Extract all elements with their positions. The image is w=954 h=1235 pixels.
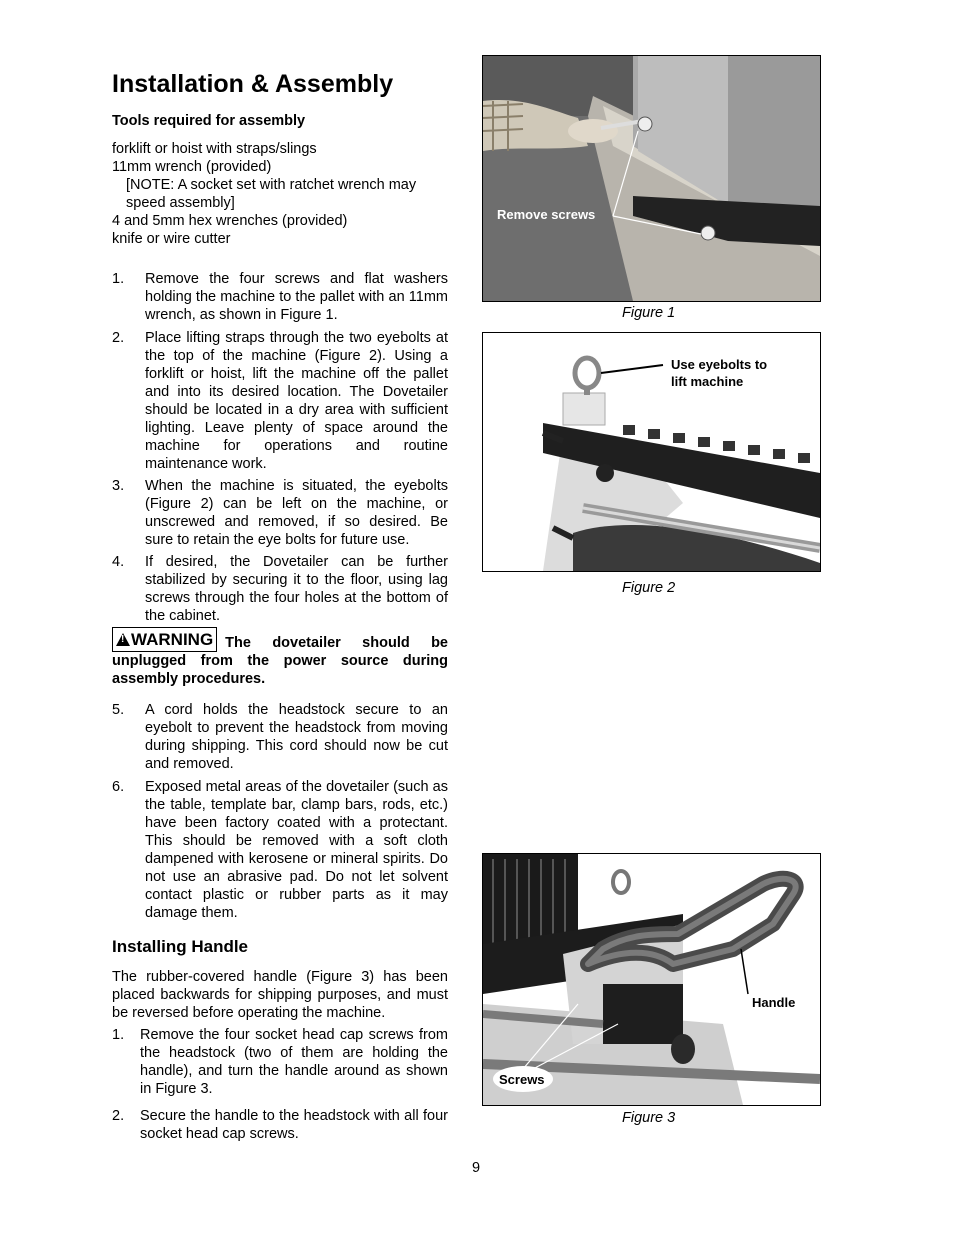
step-text: Exposed metal areas of the dovetailer (such as the table, template bar, clamp bars, rods, etc.) have been factory coated with a protectant. This should be removed with a soft cloth dampened with kerosene or mineral spirits. Do not use an abrasive pad. Do not let solvent contact plastic or rubber parts as it may damage them. [145,779,448,921]
step-number: 5. [112,702,125,718]
tool-line: 4 and 5mm hex wrenches (provided) [112,213,348,229]
figure-2-caption: Figure 2 [622,580,676,596]
step-text: Remove the four screws and flat washers holding the machine to the pallet with an 11mm wrench, as shown in Figure 1. [145,271,448,323]
page-number: 9 [472,1160,481,1176]
list-item [112,1026,448,1098]
warning-text: The dovetailer should be unplugged from the power source during assembly procedures. [112,635,448,687]
figure-2-photo [482,332,821,572]
figure-1-caption: Figure 1 [622,305,676,321]
step-number: 1. [112,1027,125,1043]
warning-note [112,627,448,688]
tool-line: knife or wire cutter [112,231,231,247]
list-item [112,778,448,922]
step-text: When the machine is situated, the eyebolts (Figure 2) can be left on the machine, or unscrewed and removed, if so desired. Be sure to retain the eye bolts for future use. [145,478,448,548]
figure-1-label: Remove screws [497,207,596,222]
step-text: Place lifting straps through the two eyebolts at the top of the machine (Figure 2). Using a forklift or hoist, lift the machine off the pallet and into its desired location. The Dovetailer should be located in a dry area with sufficient lighting. Leave plenty of space around the machine for operations and routine maintenance work. [145,330,448,472]
list-item [112,270,448,324]
figure-1-photo [482,55,821,302]
figure-2-label-line: lift machine [671,374,744,389]
tool-line: forklift or hoist with straps/slings [112,141,317,157]
list-item [112,553,448,625]
list-item [112,701,448,773]
figure-3-photo [482,853,821,1106]
figure-3-handle-label: Handle [752,995,796,1010]
figure-3-caption: Figure 3 [622,1110,676,1126]
figure-2-illustration [483,333,820,571]
figure-3-illustration [483,854,820,1105]
step-number: 1. [112,271,125,287]
list-item [112,1107,448,1143]
tool-note: [NOTE: A socket set with ratchet wrench may speed assembly] [126,177,417,211]
step-number: 2. [112,330,125,346]
step-text: A cord holds the headstock secure to an eyebolt to prevent the headstock from moving during shipping. This cord should now be cut and removed. [145,702,448,772]
figure-2-label [671,356,767,390]
step-number: 4. [112,554,125,570]
tools-list [112,140,448,248]
step-number: 2. [112,1108,125,1124]
section-intro: The rubber-covered handle (Figure 3) has been placed backwards for shipping purposes, and must be reversed before operating the machine. [112,969,448,1021]
tools-subheading: Tools required for assembly [112,113,306,129]
section-heading: Installing Handle [112,937,249,956]
step-text: Remove the four socket head cap screws from the headstock (two of them are holding the handle), and turn the handle around as shown in Figure 3. [140,1027,448,1097]
tool-line: 11mm wrench (provided) [112,159,272,175]
figure-1-illustration [483,56,820,301]
page-title: Installation & Assembly [112,70,394,98]
step-number: 6. [112,779,125,795]
warning-badge-label: WARNING [131,630,214,649]
step-text: If desired, the Dovetailer can be further stabilized by securing it to the floor, using lag screws through the four holes at the bottom of the cabinet. [145,554,448,624]
list-item [112,477,448,549]
step-number: 3. [112,478,125,494]
list-item [112,329,448,473]
warning-badge [112,627,217,652]
figure-2-label-line: Use eyebolts to [671,357,768,372]
figure-3-screws-label: Screws [499,1072,545,1087]
step-text: Secure the handle to the headstock with all four socket head cap screws. [140,1108,448,1142]
warning-icon [116,633,130,646]
